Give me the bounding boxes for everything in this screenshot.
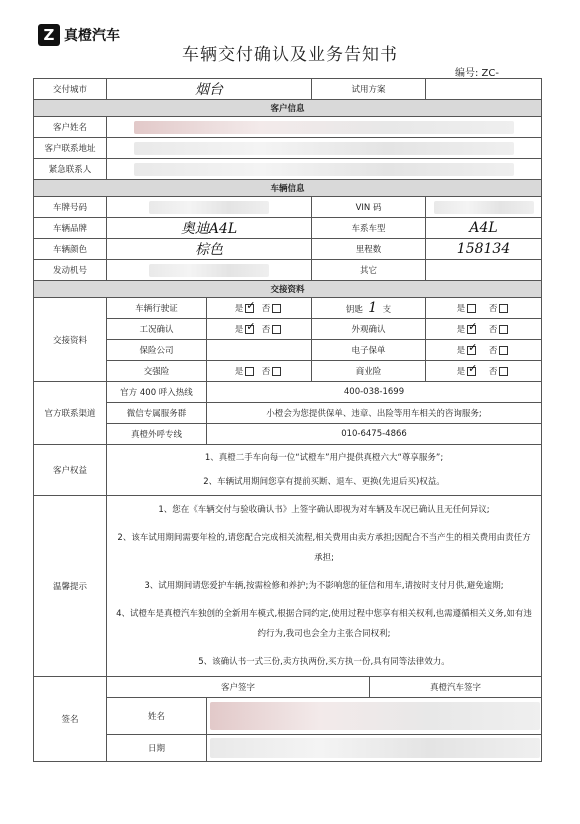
vin-label: VIN 码: [312, 197, 426, 218]
sign-date-redacted: [207, 735, 542, 762]
row-brand: [34, 218, 542, 239]
contact-name: 真橙外呼专线: [107, 424, 207, 445]
contact-value: 010-6475-4866: [207, 424, 542, 445]
handover-label: 交接资料: [34, 298, 107, 382]
handover-key-check: 是 否: [426, 298, 542, 319]
city-label: 交付城市: [34, 79, 107, 100]
handover-row-3: [34, 340, 542, 361]
sign-label: 签名: [34, 677, 107, 762]
handover-compulsory-check: 是 否: [207, 361, 312, 382]
checkbox-checked-icon[interactable]: [467, 325, 476, 334]
contact-name: 微信专属服务群: [107, 403, 207, 424]
section-vehicle: 车辆信息: [34, 180, 542, 197]
document-title: 车辆交付确认及业务告知书: [182, 45, 398, 65]
customer-address-redacted: [107, 138, 542, 159]
color-value: 棕色: [107, 239, 312, 260]
tip-line: 1、您在《车辆交付与验收确认书》上签字确认即视为对车辆及车况已确认且无任何异议;: [158, 505, 490, 515]
checkbox-icon[interactable]: [467, 304, 476, 313]
brand-label: 车辆品牌: [34, 218, 107, 239]
checkbox-icon[interactable]: [272, 325, 281, 334]
logo-mark: Z: [38, 24, 60, 46]
plan-value: [426, 79, 542, 100]
emergency-contact-label: 紧急联系人: [34, 159, 107, 180]
mileage-label: 里程数: [312, 239, 426, 260]
emergency-contact-redacted: [107, 159, 542, 180]
row-customer-name: [34, 117, 542, 138]
contact-row-3: [34, 424, 542, 445]
handover-commercial-check: 是✓ 否: [426, 361, 542, 382]
customer-name-label: 客户姓名: [34, 117, 107, 138]
handover-condition-check: 是✓ 否: [207, 319, 312, 340]
handover-epolicy-check: 是✓ 否: [426, 340, 542, 361]
sign-header-row: [34, 677, 542, 698]
handover-item-compulsory: 交强险: [107, 361, 207, 382]
plate-redacted: [107, 197, 312, 218]
company-sign-header: 真橙汽车签字: [370, 677, 542, 698]
contact-label: 官方联系渠道: [34, 382, 107, 445]
checkbox-checked-icon[interactable]: [467, 367, 476, 376]
other-label: 其它: [312, 260, 426, 281]
tips-row: [34, 496, 542, 677]
tips-content: [107, 496, 542, 677]
contact-value: 小橙会为您提供保单、违章、出险等用车相关的咨询服务;: [207, 403, 542, 424]
checkbox-checked-icon[interactable]: [245, 304, 254, 313]
vin-redacted: [426, 197, 542, 218]
sign-date-label: 日期: [107, 735, 207, 762]
row-color: [34, 239, 542, 260]
handover-item-license: 车辆行驶证: [107, 298, 207, 319]
tip-line: 3、试用期间请您爱护车辆,按需检修和养护;为不影响您的征信和用车,请按时支付月供,避免逾期;: [144, 581, 504, 591]
customer-name-redacted: [107, 117, 542, 138]
sign-name-redacted: [207, 698, 542, 735]
model-label: 车系车型: [312, 218, 426, 239]
tip-line: 5、该确认书一式三份,卖方执两份,买方执一份,具有同等法律效力。: [198, 657, 450, 667]
logo-text: 真橙汽车: [64, 28, 120, 44]
checkbox-icon[interactable]: [272, 304, 281, 313]
checkbox-icon[interactable]: [499, 325, 508, 334]
handover-item-condition: 工况确认: [107, 319, 207, 340]
checkbox-icon[interactable]: [272, 367, 281, 376]
checkbox-icon[interactable]: [245, 367, 254, 376]
checkbox-checked-icon[interactable]: [245, 325, 254, 334]
color-label: 车辆颜色: [34, 239, 107, 260]
handover-item-insurer: 保险公司: [107, 340, 207, 361]
rights-content: [107, 445, 542, 496]
tip-line: 4、试橙车是真橙汽车独创的全新用车模式,根据合同约定,使用过程中您享有相关权利,也需遵循相关义务,如有违约行为,我司也会全力主张合同权利;: [116, 609, 532, 639]
plate-label: 车牌号码: [34, 197, 107, 218]
document-number: 编号: ZC-: [455, 68, 499, 79]
sign-name-label: 姓名: [107, 698, 207, 735]
handover-item-epolicy: 电子保单: [312, 340, 426, 361]
handover-row-2: [34, 319, 542, 340]
handover-item-key: 钥匙 1 支: [312, 298, 426, 319]
handover-insurer-value: [207, 340, 312, 361]
tip-line: 2、该车试用期间需要年检的,请您配合完成相关流程,相关费用由卖方承担;因配合不当产生的相关费用由责任方承担;: [117, 533, 531, 563]
checkbox-icon[interactable]: [499, 367, 508, 376]
row-engine: [34, 260, 542, 281]
contact-name: 官方 400 呼入热线: [107, 382, 207, 403]
handover-row-4: [34, 361, 542, 382]
row-plate: [34, 197, 542, 218]
contact-row-2: [34, 403, 542, 424]
customer-sign-header: 客户签字: [107, 677, 370, 698]
engine-label: 发动机号: [34, 260, 107, 281]
model-value: A4L: [426, 218, 542, 239]
rights-label: 客户权益: [34, 445, 107, 496]
sign-date-row: [34, 735, 542, 762]
checkbox-icon[interactable]: [499, 346, 508, 355]
rights-line: 2、车辆试用期间您享有提前买断、退车、更换(先退后买)权益。: [203, 477, 445, 487]
mileage-value: 158134: [426, 239, 542, 260]
handover-item-commercial: 商业险: [312, 361, 426, 382]
customer-address-label: 客户联系地址: [34, 138, 107, 159]
other-value: [426, 260, 542, 281]
handover-item-appearance: 外观确认: [312, 319, 426, 340]
engine-redacted: [107, 260, 312, 281]
handover-appearance-check: 是✓ 否: [426, 319, 542, 340]
brand-value: 奥迪A4L: [107, 218, 312, 239]
row-emergency: [34, 159, 542, 180]
city-value: 烟台: [107, 79, 312, 100]
contact-value: 400-038-1699: [207, 382, 542, 403]
section-customer: 客户信息: [34, 100, 542, 117]
tips-label: 温馨提示: [34, 496, 107, 677]
contact-row-1: [34, 382, 542, 403]
section-handover: 交接资料: [34, 281, 542, 298]
row-city: [34, 79, 542, 100]
handover-license-check: 是✓ 否: [207, 298, 312, 319]
row-customer-address: [34, 138, 542, 159]
checkbox-icon[interactable]: [499, 304, 508, 313]
form-table: [33, 78, 542, 762]
plan-label: 试用方案: [312, 79, 426, 100]
rights-line: 1、真橙二手车向每一位“试橙车”用户提供真橙六大“尊享服务”;: [204, 453, 444, 463]
checkbox-checked-icon[interactable]: [467, 346, 476, 355]
sign-name-row: [34, 698, 542, 735]
rights-row: [34, 445, 542, 496]
handover-row-1: [34, 298, 542, 319]
